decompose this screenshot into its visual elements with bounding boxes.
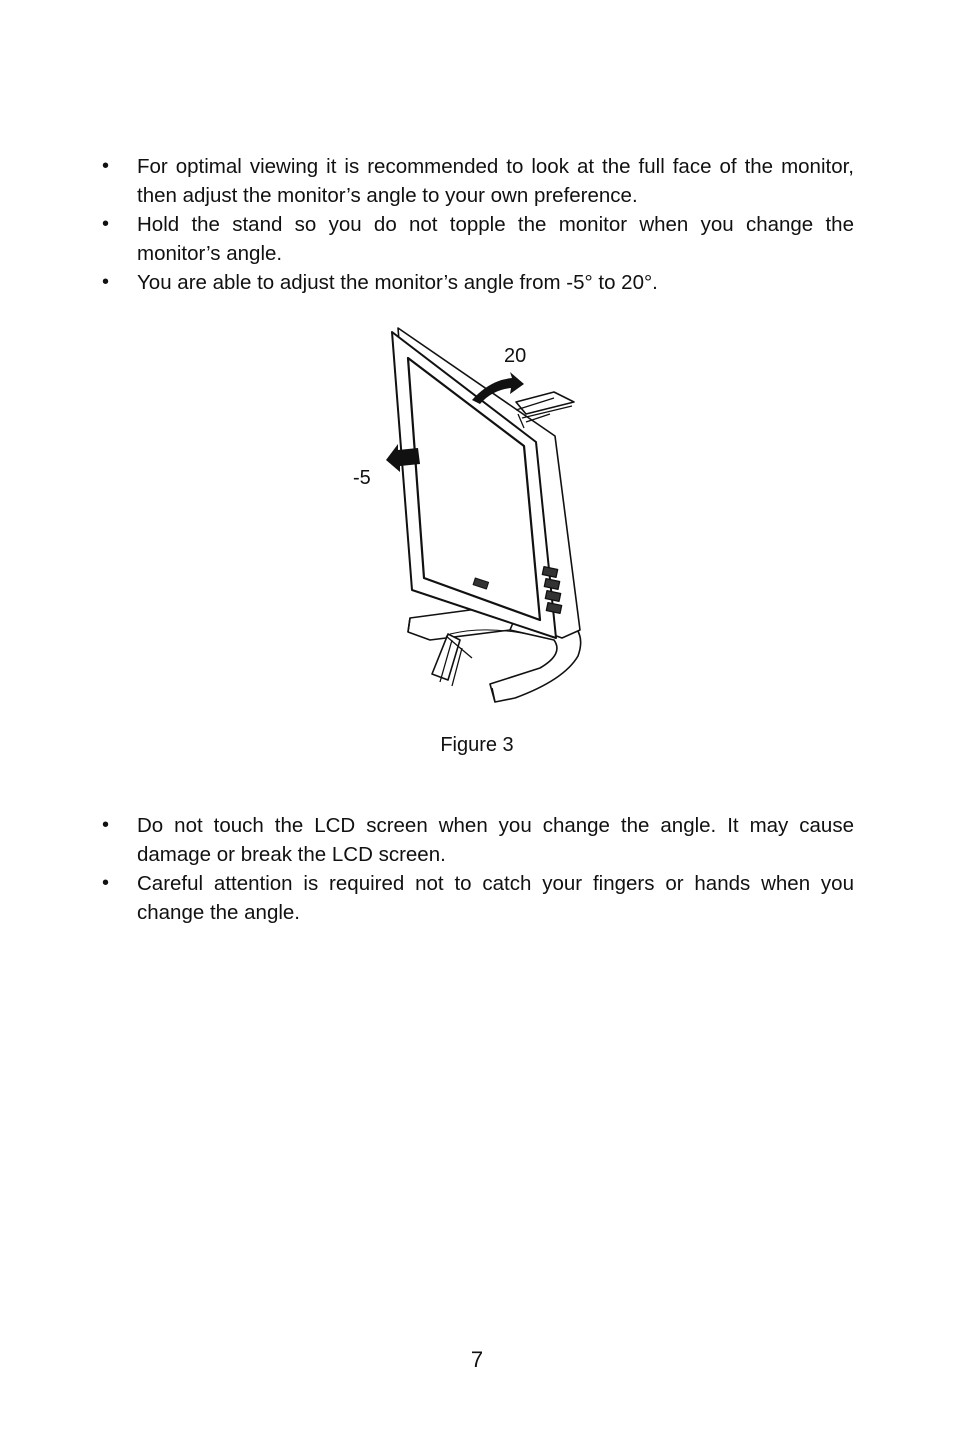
bullet-list-bottom <box>100 811 854 927</box>
monitor-tilt-figure <box>340 318 600 708</box>
angle-label-down: -5 <box>353 467 371 489</box>
bullet-item <box>100 268 854 297</box>
figure-caption: Figure 3 <box>440 734 514 756</box>
hand-top <box>516 392 574 414</box>
bullet-dot: • <box>102 271 110 293</box>
bullet-text: Careful attention is required not to catch your fingers or hands when you change the angle. <box>137 872 854 924</box>
page-number: 7 <box>470 1347 484 1372</box>
bullet-list-top <box>100 152 854 297</box>
bullet-dot: • <box>102 155 110 177</box>
bullet-dot: • <box>102 213 110 235</box>
bullet-text: Hold the stand so you do not topple the monitor when you change the monitor’s angle. <box>137 213 854 265</box>
angle-label-up: 20 <box>504 345 527 367</box>
bullet-item <box>100 869 854 927</box>
bullet-text: For optimal viewing it is recommended to look at the full face of the monitor, then adjust the monitor’s angle to your own preference. <box>137 155 854 207</box>
bullet-item <box>100 152 854 210</box>
monitor-illustration <box>340 318 600 708</box>
bullet-text: You are able to adjust the monitor’s angle from -5° to 20°. <box>137 271 658 294</box>
bullet-text: Do not touch the LCD screen when you change the angle. It may cause damage or break the LCD screen. <box>137 814 854 866</box>
bullet-dot: • <box>102 872 110 894</box>
bullet-dot: • <box>102 814 110 836</box>
bullet-item <box>100 210 854 268</box>
bullet-item <box>100 811 854 869</box>
